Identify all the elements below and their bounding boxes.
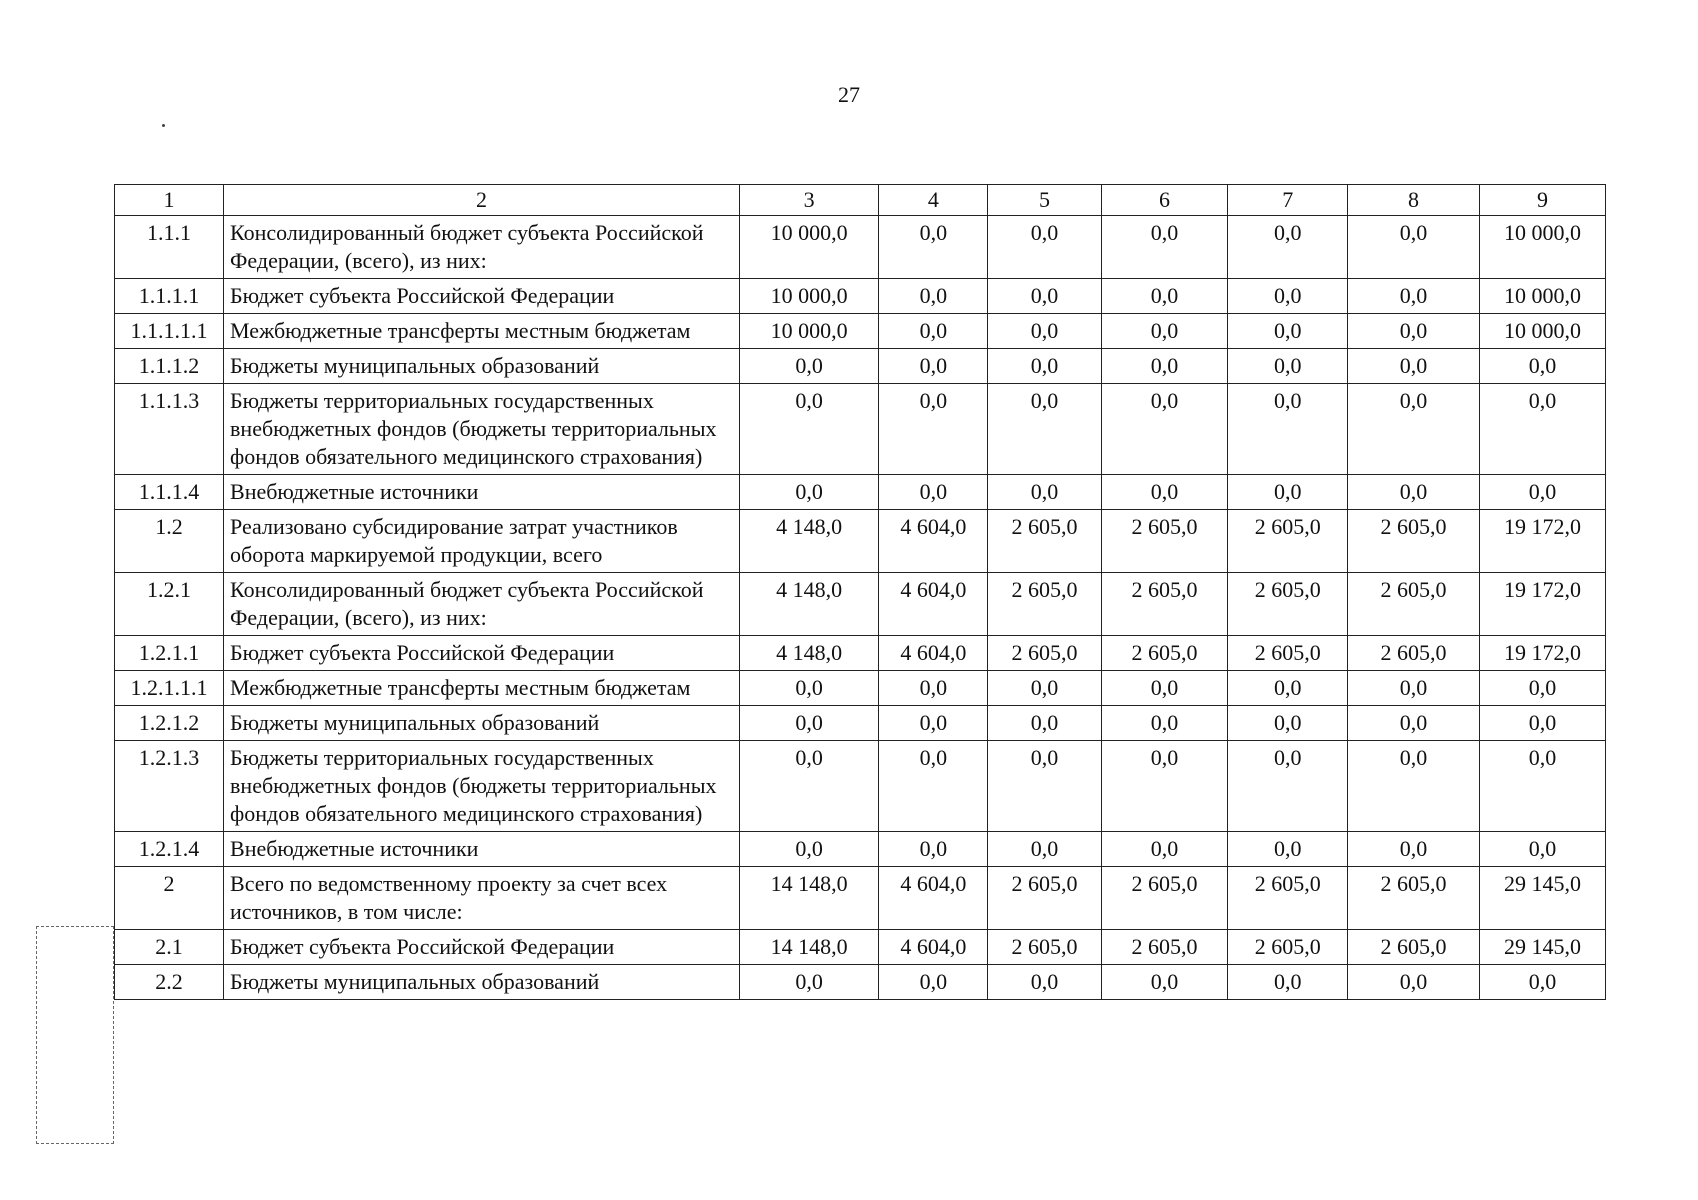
row-value: 2 605,0	[1348, 930, 1480, 965]
row-value: 19 172,0	[1480, 573, 1606, 636]
row-name: Бюджет субъекта Российской Федерации	[224, 636, 740, 671]
row-value: 10 000,0	[739, 216, 878, 279]
row-value: 2 605,0	[988, 510, 1101, 573]
row-value: 0,0	[1348, 216, 1480, 279]
table-row	[115, 636, 1606, 671]
column-header: 7	[1228, 185, 1348, 216]
row-value: 0,0	[988, 741, 1101, 832]
row-value: 0,0	[1348, 832, 1480, 867]
row-value: 0,0	[1228, 832, 1348, 867]
row-value: 2 605,0	[1228, 930, 1348, 965]
row-value: 2 605,0	[988, 930, 1101, 965]
row-value: 0,0	[988, 384, 1101, 475]
row-value: 0,0	[879, 741, 988, 832]
row-value: 2 605,0	[1348, 573, 1480, 636]
row-value: 2 605,0	[988, 573, 1101, 636]
row-value: 2 605,0	[1348, 636, 1480, 671]
table-header-row	[115, 185, 1606, 216]
row-value: 0,0	[879, 965, 988, 1000]
row-code: 1.2.1.1.1	[115, 671, 224, 706]
row-value: 0,0	[1101, 384, 1228, 475]
row-value: 0,0	[879, 832, 988, 867]
row-value: 0,0	[879, 475, 988, 510]
row-value: 0,0	[739, 965, 878, 1000]
row-value: 0,0	[1101, 741, 1228, 832]
row-value: 14 148,0	[739, 930, 878, 965]
row-code: 1.2.1.1	[115, 636, 224, 671]
table-row	[115, 475, 1606, 510]
row-value: 0,0	[1480, 741, 1606, 832]
scan-speck	[162, 124, 165, 127]
row-name: Межбюджетные трансферты местным бюджетам	[224, 671, 740, 706]
row-value: 10 000,0	[739, 279, 878, 314]
table-row	[115, 706, 1606, 741]
column-header: 9	[1480, 185, 1606, 216]
row-value: 0,0	[1228, 475, 1348, 510]
row-code: 1.1.1.1	[115, 279, 224, 314]
column-header: 1	[115, 185, 224, 216]
row-value: 4 604,0	[879, 510, 988, 573]
row-value: 0,0	[879, 216, 988, 279]
row-value: 14 148,0	[739, 867, 878, 930]
row-code: 1.2.1.4	[115, 832, 224, 867]
row-name: Внебюджетные источники	[224, 475, 740, 510]
row-name: Бюджет субъекта Российской Федерации	[224, 930, 740, 965]
row-value: 0,0	[1101, 832, 1228, 867]
row-value: 2 605,0	[1228, 636, 1348, 671]
row-value: 0,0	[739, 741, 878, 832]
row-value: 0,0	[1101, 314, 1228, 349]
row-value: 0,0	[988, 832, 1101, 867]
registration-stamp	[36, 926, 114, 1144]
row-value: 4 148,0	[739, 573, 878, 636]
row-value: 0,0	[879, 384, 988, 475]
row-value: 0,0	[1101, 216, 1228, 279]
row-value: 2 605,0	[1101, 636, 1228, 671]
row-value: 29 145,0	[1480, 930, 1606, 965]
row-value: 0,0	[1101, 475, 1228, 510]
row-name: Всего по ведомственному проекту за счет всех источников, в том числе:	[224, 867, 740, 930]
row-value: 4 604,0	[879, 867, 988, 930]
row-name: Реализовано субсидирование затрат участников оборота маркируемой продукции, всего	[224, 510, 740, 573]
table-row	[115, 965, 1606, 1000]
row-value: 0,0	[1480, 384, 1606, 475]
row-value: 2 605,0	[988, 636, 1101, 671]
row-value: 0,0	[1101, 349, 1228, 384]
row-value: 0,0	[1228, 216, 1348, 279]
row-value: 10 000,0	[1480, 279, 1606, 314]
row-value: 29 145,0	[1480, 867, 1606, 930]
table-row	[115, 671, 1606, 706]
row-name: Консолидированный бюджет субъекта Российской Федерации, (всего), из них:	[224, 216, 740, 279]
row-value: 0,0	[1348, 384, 1480, 475]
row-value: 0,0	[739, 671, 878, 706]
row-value: 0,0	[1480, 965, 1606, 1000]
row-value: 0,0	[988, 314, 1101, 349]
column-header: 5	[988, 185, 1101, 216]
row-value: 2 605,0	[1228, 573, 1348, 636]
row-value: 0,0	[739, 706, 878, 741]
row-value: 0,0	[1348, 279, 1480, 314]
row-value: 0,0	[1348, 965, 1480, 1000]
table-body	[115, 185, 1606, 1000]
row-value: 0,0	[1348, 706, 1480, 741]
row-code: 1.1.1.1.1	[115, 314, 224, 349]
table-row	[115, 314, 1606, 349]
row-value: 0,0	[1101, 671, 1228, 706]
row-value: 0,0	[1348, 741, 1480, 832]
row-value: 0,0	[1228, 671, 1348, 706]
row-value: 0,0	[1348, 349, 1480, 384]
row-value: 0,0	[1228, 349, 1348, 384]
row-value: 10 000,0	[1480, 216, 1606, 279]
row-code: 1.1.1.2	[115, 349, 224, 384]
row-value: 0,0	[879, 349, 988, 384]
row-value: 2 605,0	[1101, 573, 1228, 636]
row-name: Бюджеты муниципальных образований	[224, 706, 740, 741]
row-value: 0,0	[988, 216, 1101, 279]
row-value: 0,0	[1348, 314, 1480, 349]
row-value: 2 605,0	[1348, 867, 1480, 930]
column-header: 3	[739, 185, 878, 216]
row-code: 1.2.1	[115, 573, 224, 636]
row-name: Бюджеты муниципальных образований	[224, 965, 740, 1000]
row-value: 10 000,0	[1480, 314, 1606, 349]
column-header: 6	[1101, 185, 1228, 216]
table-row	[115, 216, 1606, 279]
row-value: 0,0	[1348, 671, 1480, 706]
row-code: 1.1.1	[115, 216, 224, 279]
table-row	[115, 832, 1606, 867]
row-code: 1.2.1.2	[115, 706, 224, 741]
table-row	[115, 741, 1606, 832]
row-value: 0,0	[988, 349, 1101, 384]
row-value: 4 604,0	[879, 573, 988, 636]
row-value: 0,0	[739, 475, 878, 510]
row-value: 2 605,0	[1101, 867, 1228, 930]
row-name: Консолидированный бюджет субъекта Российской Федерации, (всего), из них:	[224, 573, 740, 636]
row-value: 2 605,0	[988, 867, 1101, 930]
row-code: 1.2.1.3	[115, 741, 224, 832]
row-value: 2 605,0	[1101, 510, 1228, 573]
row-value: 0,0	[988, 475, 1101, 510]
column-header: 2	[224, 185, 740, 216]
budget-table	[114, 184, 1606, 1000]
row-name: Бюджет субъекта Российской Федерации	[224, 279, 740, 314]
table-row	[115, 349, 1606, 384]
row-value: 4 604,0	[879, 636, 988, 671]
row-value: 0,0	[1480, 349, 1606, 384]
row-value: 0,0	[879, 706, 988, 741]
row-value: 10 000,0	[739, 314, 878, 349]
column-header: 8	[1348, 185, 1480, 216]
table-row	[115, 384, 1606, 475]
row-value: 0,0	[1228, 279, 1348, 314]
row-value: 4 148,0	[739, 636, 878, 671]
row-code: 1.2	[115, 510, 224, 573]
row-value: 0,0	[1228, 314, 1348, 349]
row-value: 2 605,0	[1228, 510, 1348, 573]
row-value: 0,0	[988, 706, 1101, 741]
table-row	[115, 279, 1606, 314]
table-row	[115, 930, 1606, 965]
row-value: 0,0	[1480, 475, 1606, 510]
row-value: 0,0	[1228, 741, 1348, 832]
row-value: 0,0	[1228, 384, 1348, 475]
row-value: 4 148,0	[739, 510, 878, 573]
row-value: 0,0	[1480, 671, 1606, 706]
table-row	[115, 573, 1606, 636]
row-name: Межбюджетные трансферты местным бюджетам	[224, 314, 740, 349]
row-value: 0,0	[1101, 279, 1228, 314]
row-value: 0,0	[1480, 706, 1606, 741]
row-value: 0,0	[739, 349, 878, 384]
row-value: 0,0	[1480, 832, 1606, 867]
row-value: 0,0	[1101, 965, 1228, 1000]
page-number: 27	[838, 82, 860, 107]
row-value: 19 172,0	[1480, 636, 1606, 671]
row-value: 2 605,0	[1348, 510, 1480, 573]
row-code: 2.1	[115, 930, 224, 965]
row-name: Бюджеты территориальных государственных внебюджетных фондов (бюджеты территориальных фондов обязательного медицинского страхования)	[224, 384, 740, 475]
row-name: Бюджеты муниципальных образований	[224, 349, 740, 384]
table-row	[115, 510, 1606, 573]
row-code: 1.1.1.4	[115, 475, 224, 510]
row-value: 0,0	[739, 832, 878, 867]
row-value: 0,0	[1228, 965, 1348, 1000]
row-value: 0,0	[988, 965, 1101, 1000]
row-value: 4 604,0	[879, 930, 988, 965]
row-value: 2 605,0	[1101, 930, 1228, 965]
row-code: 2	[115, 867, 224, 930]
row-value: 0,0	[1101, 706, 1228, 741]
row-value: 0,0	[879, 279, 988, 314]
row-code: 2.2	[115, 965, 224, 1000]
row-code: 1.1.1.3	[115, 384, 224, 475]
row-value: 0,0	[988, 671, 1101, 706]
row-value: 0,0	[739, 384, 878, 475]
table-row	[115, 867, 1606, 930]
row-value: 0,0	[1228, 706, 1348, 741]
row-value: 19 172,0	[1480, 510, 1606, 573]
row-value: 0,0	[879, 671, 988, 706]
row-name: Внебюджетные источники	[224, 832, 740, 867]
row-value: 0,0	[1348, 475, 1480, 510]
row-value: 2 605,0	[1228, 867, 1348, 930]
row-value: 0,0	[988, 279, 1101, 314]
row-name: Бюджеты территориальных государственных внебюджетных фондов (бюджеты территориальных фондов обязательного медицинского страхования)	[224, 741, 740, 832]
column-header: 4	[879, 185, 988, 216]
row-value: 0,0	[879, 314, 988, 349]
